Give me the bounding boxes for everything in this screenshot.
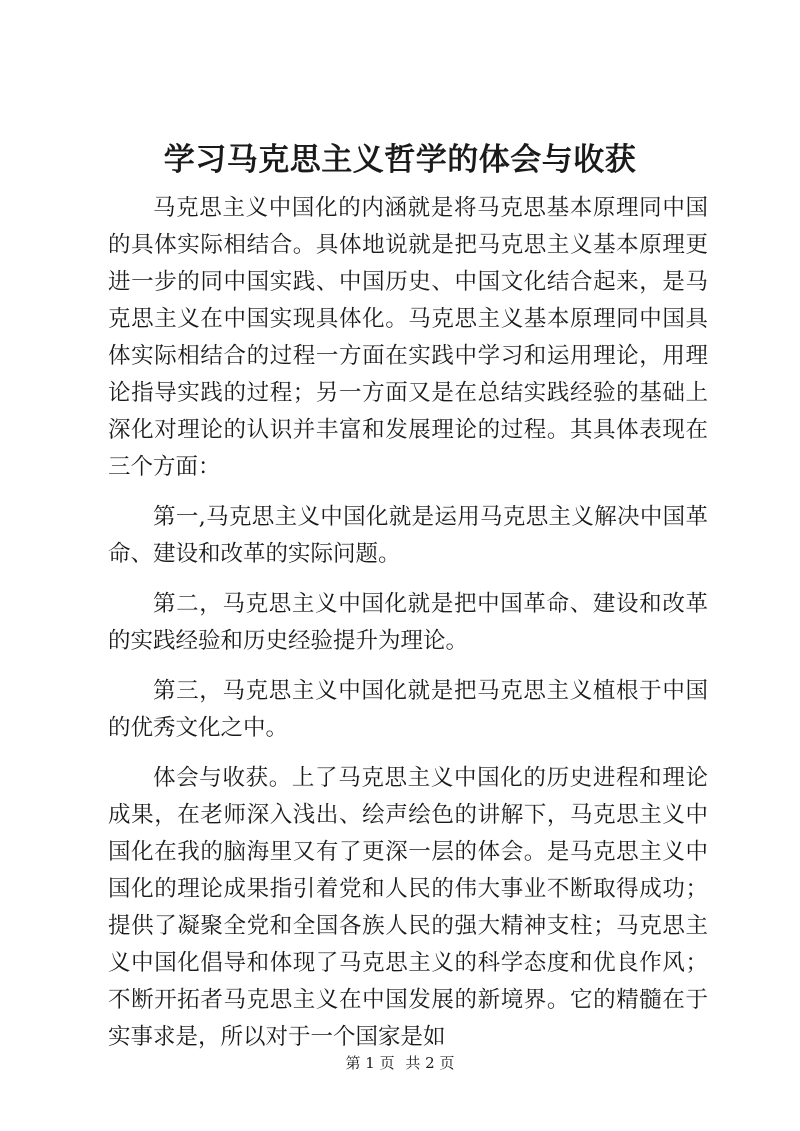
paragraph-intro: 马克思主义中国化的内涵就是将马克思基本原理同中国的具体实际相结合。具体地说就是把马克思主义基本原理更进一步的同中国实践、中国历史、中国文化结合起来，是马克思主义在中国实现具体化。马克思主义基本原理同中国具体实际相结合的过程一方面在实践中学习和运用理论，用理论指导实践的过程；另一方面又是在总结实践经验的基础上深化对理论的认识并丰富和发展理论的过程。其具体表现在三个方面： xyxy=(108,195,708,480)
paragraph-first-point: 第一,马克思主义中国化就是运用马克思主义解决中国革命、建设和改革的实际问题。 xyxy=(108,504,708,567)
document-body xyxy=(108,190,708,1056)
total-pages: 共 2 页 xyxy=(405,1054,455,1072)
document-title: 学习马克思主义哲学的体会与收获 xyxy=(163,142,637,178)
page-footer xyxy=(0,1052,800,1074)
paragraph-reflection: 体会与收获。上了马克思主义中国化的历史进程和理论成果，在老师深入浅出、绘声绘色的讲解下，马克思主义中国化在我的脑海里又有了更深一层的体会。是马克思主义中国化的理论成果指引着党和人民的伟大事业不断取得成功；提供了凝聚全党和全国各族人民的强大精神支柱；马克思主义中国化倡导和体现了马克思主义的科学态度和优良作风；不断开拓者马克思主义在中国发展的新境界。它的精髓在于实事求是，所以对于一个国家是如 xyxy=(108,765,708,1050)
page-number: 第 1 页 xyxy=(345,1054,395,1072)
paragraph-third-point: 第三，马克思主义中国化就是把马克思主义植根于中国的优秀文化之中。 xyxy=(108,678,708,741)
paragraph-second-point: 第二，马克思主义中国化就是把中国革命、建设和改革的实践经验和历史经验提升为理论。 xyxy=(108,591,708,654)
